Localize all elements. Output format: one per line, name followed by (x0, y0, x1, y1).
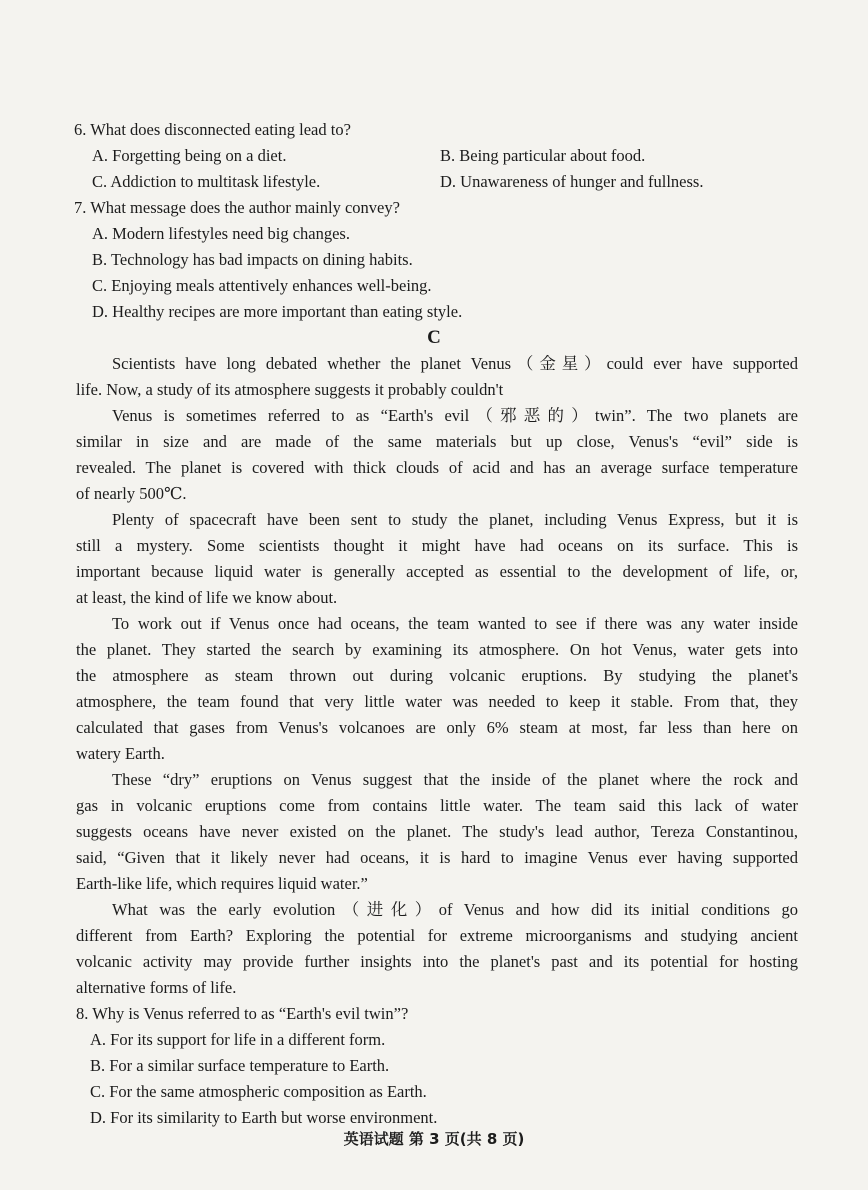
q7-option-b: B. Technology has bad impacts on dining habits. (92, 250, 413, 269)
passage-line: still a mystery. Some scientists thought it might have had oceans on its surface. This is (76, 536, 798, 555)
passage-line: alternative forms of life. (76, 978, 237, 997)
q8-stem: 8. Why is Venus referred to as “Earth's evil twin”? (76, 1004, 409, 1023)
passage-line: To work out if Venus once had oceans, the team wanted to see if there was any water inside (112, 614, 798, 633)
passage-line: volcanic activity may provide further insights into the planet's past and its potential for hosting (76, 952, 798, 971)
q6-stem: 6. What does disconnected eating lead to? (74, 120, 351, 139)
passage-line: Venus is sometimes referred to as “Earth's evil（邪恶的）twin”. The two planets are (112, 406, 798, 425)
passage-line: watery Earth. (76, 744, 165, 763)
passage-line: Plenty of spacecraft have been sent to study the planet, including Venus Express, but it is (112, 510, 798, 529)
passage-line: Earth-like life, which requires liquid water.” (76, 874, 368, 893)
q6-option-a: A. Forgetting being on a diet. (92, 146, 287, 165)
q8-option-a: A. For its support for life in a different form. (90, 1030, 386, 1049)
q6-option-b: B. Being particular about food. (440, 146, 646, 165)
passage-line: life. Now, a study of its atmosphere suggests it probably couldn't (76, 380, 504, 399)
passage-line: said, “Given that it likely never had oceans, it is hard to imagine Venus ever having supported (76, 848, 798, 867)
passage-line: suggests oceans have never existed on the planet. The study's lead author, Tereza Constantinou, (76, 822, 798, 841)
passage-line: Scientists have long debated whether the planet Venus（金星）could ever have supported (112, 354, 798, 373)
passage-line: gas in volcanic eruptions come from contains little water. The team said this lack of water (76, 796, 798, 815)
passage-line: the planet. They started the search by examining its atmosphere. On hot Venus, water gets into (76, 640, 798, 659)
q8-option-c: C. For the same atmospheric composition as Earth. (90, 1082, 427, 1101)
passage-line: the atmosphere as steam thrown out during volcanic eruptions. By studying the planet's (76, 666, 798, 685)
passage-line: similar in size and are made of the same materials but up close, Venus's “evil” side is (76, 432, 798, 451)
passage-line: What was the early evolution（进化）of Venus and how did its initial conditions go (112, 900, 798, 919)
q7-stem: 7. What message does the author mainly convey? (74, 198, 400, 217)
q6-option-d: D. Unawareness of hunger and fullness. (440, 172, 704, 191)
q7-option-c: C. Enjoying meals attentively enhances well-being. (92, 276, 432, 295)
q7-option-d: D. Healthy recipes are more important than eating style. (92, 302, 463, 321)
section-title: C (427, 327, 441, 348)
passage-line: atmosphere, the team found that very little water was needed to keep it stable. From that, they (76, 692, 798, 711)
q8-option-d: D. For its similarity to Earth but worse environment. (90, 1108, 438, 1127)
passage-line: calculated that gases from Venus's volcanoes are only 6% steam at most, far less than here on (76, 718, 798, 737)
page-footer: 英语试题 第 3 页(共 8 页) (343, 1130, 525, 1148)
q7-option-a: A. Modern lifestyles need big changes. (92, 224, 350, 243)
passage-line: These “dry” eruptions on Venus suggest that the inside of the planet where the rock and (112, 770, 798, 789)
passage-line: of nearly 500℃. (76, 484, 187, 503)
passage-line: at least, the kind of life we know about. (76, 588, 338, 607)
q6-option-c: C. Addiction to multitask lifestyle. (92, 172, 321, 191)
passage-line: revealed. The planet is covered with thick clouds of acid and has an average surface temperature (76, 458, 798, 477)
q8-option-b: B. For a similar surface temperature to Earth. (90, 1056, 390, 1075)
passage-line: important because liquid water is generally accepted as essential to the development of life, or, (76, 562, 798, 581)
passage-line: different from Earth? Exploring the potential for extreme microorganisms and studying ancient (76, 926, 798, 945)
